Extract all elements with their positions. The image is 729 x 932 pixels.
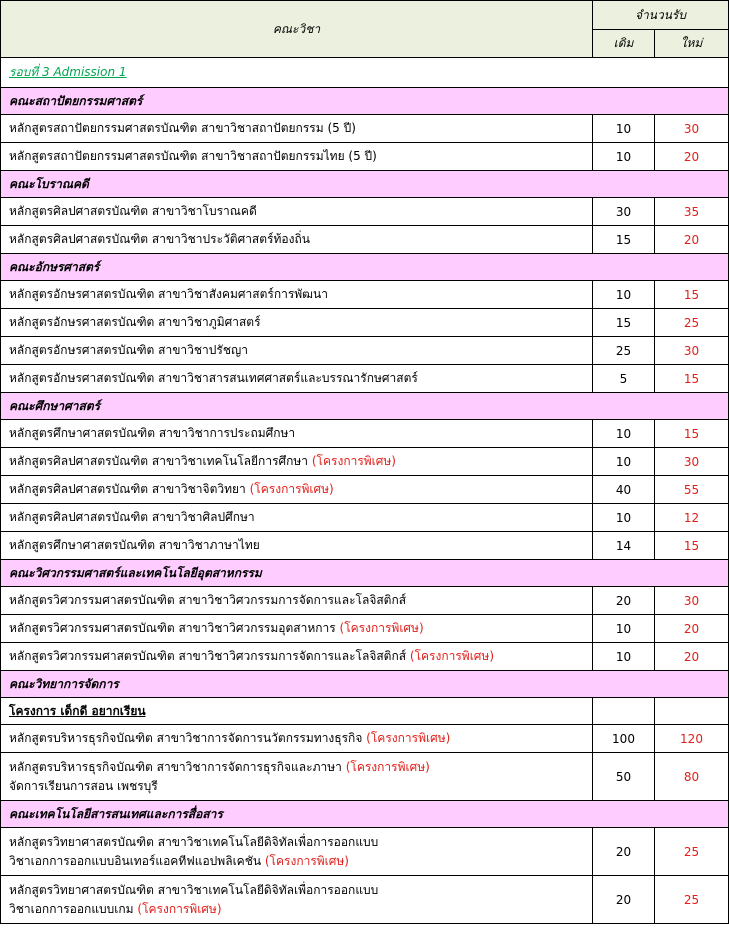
old-quota-value: 10: [593, 643, 655, 671]
table-row: [1, 615, 729, 643]
program-line: [9, 480, 584, 499]
program-name: หลักสูตรบริหารธุรกิจบัณฑิต สาขาวิชาการจัดการนวัตกรรมทางธุรกิจ: [9, 731, 367, 745]
new-quota-value: 30: [655, 587, 729, 615]
program-cell: [1, 281, 593, 309]
program-name: หลักสูตรศึกษาศาสตรบัณฑิต สาขาวิชาการประถมศึกษา: [9, 426, 296, 440]
old-quota-value: 40: [593, 476, 655, 504]
old-quota-value: 15: [593, 309, 655, 337]
new-quota-value: 35: [655, 198, 729, 226]
program-cell: [1, 115, 593, 143]
old-quota-value: 20: [593, 587, 655, 615]
special-project-tag: (โครงการพิเศษ): [249, 482, 334, 496]
program-cell: [1, 226, 593, 254]
new-quota-value: 120: [655, 725, 729, 753]
project-name: โครงการ เด็กดี อยากเรียน: [9, 703, 146, 718]
old-quota-header: เดิม: [593, 30, 655, 58]
program-line: [9, 452, 584, 471]
new-quota-value: 25: [655, 309, 729, 337]
new-quota-value: 15: [655, 365, 729, 393]
program-line: [9, 424, 584, 443]
table-row: [1, 725, 729, 753]
new-quota-value: 12: [655, 504, 729, 532]
program-name: หลักสูตรศิลปศาสตรบัณฑิต สาขาวิชาศิลปศึกษา: [9, 510, 255, 524]
program-line: [9, 536, 584, 555]
program-line: [9, 369, 584, 388]
program-line: [9, 230, 584, 249]
old-quota-value: 10: [593, 615, 655, 643]
new-quota-value: 20: [655, 615, 729, 643]
program-line: [9, 591, 584, 610]
special-project-tag: (โครงการพิเศษ): [409, 649, 495, 663]
table-row: [1, 587, 729, 615]
program-cell: [1, 198, 593, 226]
program-line: [9, 119, 584, 138]
table-row: [1, 365, 729, 393]
new-quota-header: ใหม่: [655, 30, 729, 58]
old-quota-value: 100: [593, 725, 655, 753]
faculty-name: คณะเทคโนโลยีสารสนเทศและการสื่อสาร: [1, 801, 729, 828]
program-cell: [1, 309, 593, 337]
special-project-tag: (โครงการพิเศษ): [264, 853, 349, 868]
table-row: [1, 309, 729, 337]
faculty-name: คณะศึกษาศาสตร์: [1, 393, 729, 420]
program-name: หลักสูตรอักษรศาสตรบัณฑิต สาขาวิชาสารสนเทศศาสตร์และบรรณารักษศาสตร์: [9, 371, 418, 385]
table-row: [1, 504, 729, 532]
program-name: หลักสูตรบริหารธุรกิจบัณฑิต สาขาวิชาการจัดการธุรกิจและภาษา: [9, 759, 346, 774]
program-line: [9, 285, 584, 304]
program-cell: [1, 615, 593, 643]
faculty-row: [1, 254, 729, 281]
program-line: [9, 619, 584, 638]
round-label: รอบที่ 3 Admission 1: [9, 65, 127, 79]
old-quota-value: 10: [593, 281, 655, 309]
program-line: [9, 758, 584, 777]
old-quota-value: 10: [593, 504, 655, 532]
new-quota-value: 15: [655, 420, 729, 448]
table-row: [1, 876, 729, 924]
program-line: [9, 313, 584, 332]
old-quota-value: 50: [593, 753, 655, 801]
program-line: [9, 508, 584, 527]
faculty-row: [1, 801, 729, 828]
project-cell: [1, 698, 593, 725]
special-project-tag: (โครงการพิเศษ): [311, 454, 396, 468]
table-row: [1, 828, 729, 876]
faculty-row: [1, 88, 729, 115]
table-row: [1, 448, 729, 476]
program-name: หลักสูตรวิศวกรรมศาสตรบัณฑิต สาขาวิชาวิศวกรรมอุตสาหการ: [9, 621, 340, 635]
table-row: [1, 476, 729, 504]
program-name: หลักสูตรสถาปัตยกรรมศาสตรบัณฑิต สาขาวิชาสถาปัตยกรรมไทย (5 ปี): [9, 149, 377, 163]
program-cell: [1, 643, 593, 671]
program-line: [9, 777, 584, 796]
table-row: [1, 281, 729, 309]
program-cell: [1, 504, 593, 532]
program-line: [9, 202, 584, 221]
faculty-name: คณะวิทยาการจัดการ: [1, 671, 729, 698]
special-project-tag: (โครงการพิเศษ): [345, 759, 430, 774]
program-name: หลักสูตรวิทยาศาสตรบัณฑิต สาขาวิชาเทคโนโลยีดิจิทัลเพื่อการออกแบบ: [9, 882, 379, 897]
new-quota-value: 25: [655, 876, 729, 924]
program-name: หลักสูตรวิศวกรรมศาสตรบัณฑิต สาขาวิชาวิศวกรรมการจัดการและโลจิสติกส์: [9, 649, 410, 663]
program-cell: [1, 420, 593, 448]
faculty-row: [1, 171, 729, 198]
program-name: หลักสูตรศิลปศาสตรบัณฑิต สาขาวิชาเทคโนโลยีการศึกษา: [9, 454, 312, 468]
empty-cell: [655, 698, 729, 725]
table-body: [1, 58, 729, 924]
program-name: จัดการเรียนการสอน เพชรบุรี: [9, 778, 158, 793]
program-cell: [1, 337, 593, 365]
program-name: หลักสูตรอักษรศาสตรบัณฑิต สาขาวิชาปรัชญา: [9, 343, 248, 357]
special-project-tag: (โครงการพิเศษ): [339, 621, 424, 635]
program-line: [9, 852, 584, 871]
faculty-name: คณะอักษรศาสตร์: [1, 254, 729, 281]
program-line: [9, 729, 584, 748]
new-quota-value: 20: [655, 143, 729, 171]
old-quota-value: 30: [593, 198, 655, 226]
new-quota-value: 20: [655, 643, 729, 671]
old-quota-value: 10: [593, 143, 655, 171]
program-name: หลักสูตรศึกษาศาสตรบัณฑิต สาขาวิชาภาษาไทย: [9, 538, 260, 552]
table-row: [1, 420, 729, 448]
program-name: หลักสูตรศิลปศาสตรบัณฑิต สาขาวิชาโบราณคดี: [9, 204, 257, 218]
old-quota-value: 10: [593, 448, 655, 476]
program-cell: [1, 448, 593, 476]
program-cell: [1, 365, 593, 393]
new-quota-value: 30: [655, 337, 729, 365]
program-name: หลักสูตรอักษรศาสตรบัณฑิต สาขาวิชาภูมิศาสตร์: [9, 315, 261, 329]
new-quota-value: 30: [655, 448, 729, 476]
old-quota-value: 5: [593, 365, 655, 393]
program-name: หลักสูตรอักษรศาสตรบัณฑิต สาขาวิชาสังคมศาสตร์การพัฒนา: [9, 287, 328, 301]
project-row: [1, 698, 729, 725]
old-quota-value: 25: [593, 337, 655, 365]
program-cell: [1, 143, 593, 171]
new-quota-value: 15: [655, 281, 729, 309]
old-quota-value: 20: [593, 828, 655, 876]
table-row: [1, 115, 729, 143]
new-quota-value: 20: [655, 226, 729, 254]
table-row: [1, 143, 729, 171]
program-line: [9, 833, 584, 852]
quota-column-header: จำนวนรับ: [593, 1, 729, 30]
program-cell: [1, 725, 593, 753]
program-name: วิชาเอกการออกแบบเกม: [9, 901, 138, 916]
program-name: หลักสูตรวิศวกรรมศาสตรบัณฑิต สาขาวิชาวิศวกรรมการจัดการและโลจิสติกส์: [9, 593, 407, 607]
new-quota-value: 25: [655, 828, 729, 876]
faculty-row: [1, 560, 729, 587]
old-quota-value: 20: [593, 876, 655, 924]
special-project-tag: (โครงการพิเศษ): [137, 901, 222, 916]
program-name: หลักสูตรวิทยาศาสตรบัณฑิต สาขาวิชาเทคโนโลยีดิจิทัลเพื่อการออกแบบ: [9, 834, 379, 849]
table-row: [1, 643, 729, 671]
program-cell: [1, 587, 593, 615]
program-cell: [1, 828, 593, 876]
new-quota-value: 15: [655, 532, 729, 560]
program-cell: [1, 876, 593, 924]
table-row: [1, 337, 729, 365]
program-line: [9, 147, 584, 166]
program-line: [9, 900, 584, 919]
old-quota-value: 10: [593, 420, 655, 448]
new-quota-value: 30: [655, 115, 729, 143]
faculty-column-header: คณะวิชา: [1, 1, 593, 58]
program-cell: [1, 476, 593, 504]
table-row: [1, 753, 729, 801]
program-name: หลักสูตรศิลปศาสตรบัณฑิต สาขาวิชาประวัติศาสตร์ท้องถิ่น: [9, 232, 310, 246]
old-quota-value: 14: [593, 532, 655, 560]
faculty-name: คณะสถาปัตยกรรมศาสตร์: [1, 88, 729, 115]
table-row: [1, 532, 729, 560]
program-cell: [1, 532, 593, 560]
program-name: วิชาเอกการออกแบบอินเทอร์แอคทีฟแอปพลิเคชัน: [9, 853, 265, 868]
faculty-row: [1, 393, 729, 420]
program-name: หลักสูตรศิลปศาสตรบัณฑิต สาขาวิชาจิตวิทยา: [9, 482, 250, 496]
special-project-tag: (โครงการพิเศษ): [366, 731, 451, 745]
faculty-name: คณะโบราณคดี: [1, 171, 729, 198]
new-quota-value: 55: [655, 476, 729, 504]
empty-cell: [593, 698, 655, 725]
program-line: [9, 341, 584, 360]
program-cell: [1, 753, 593, 801]
new-quota-value: 80: [655, 753, 729, 801]
program-line: [9, 647, 584, 666]
faculty-name: คณะวิศวกรรมศาสตร์และเทคโนโลยีอุตสาหกรรม: [1, 560, 729, 587]
table-row: [1, 198, 729, 226]
program-line: [9, 881, 584, 900]
table-row: [1, 226, 729, 254]
faculty-row: [1, 671, 729, 698]
old-quota-value: 10: [593, 115, 655, 143]
old-quota-value: 15: [593, 226, 655, 254]
round-row: [1, 58, 729, 88]
program-name: หลักสูตรสถาปัตยกรรมศาสตรบัณฑิต สาขาวิชาสถาปัตยกรรม (5 ปี): [9, 121, 356, 135]
